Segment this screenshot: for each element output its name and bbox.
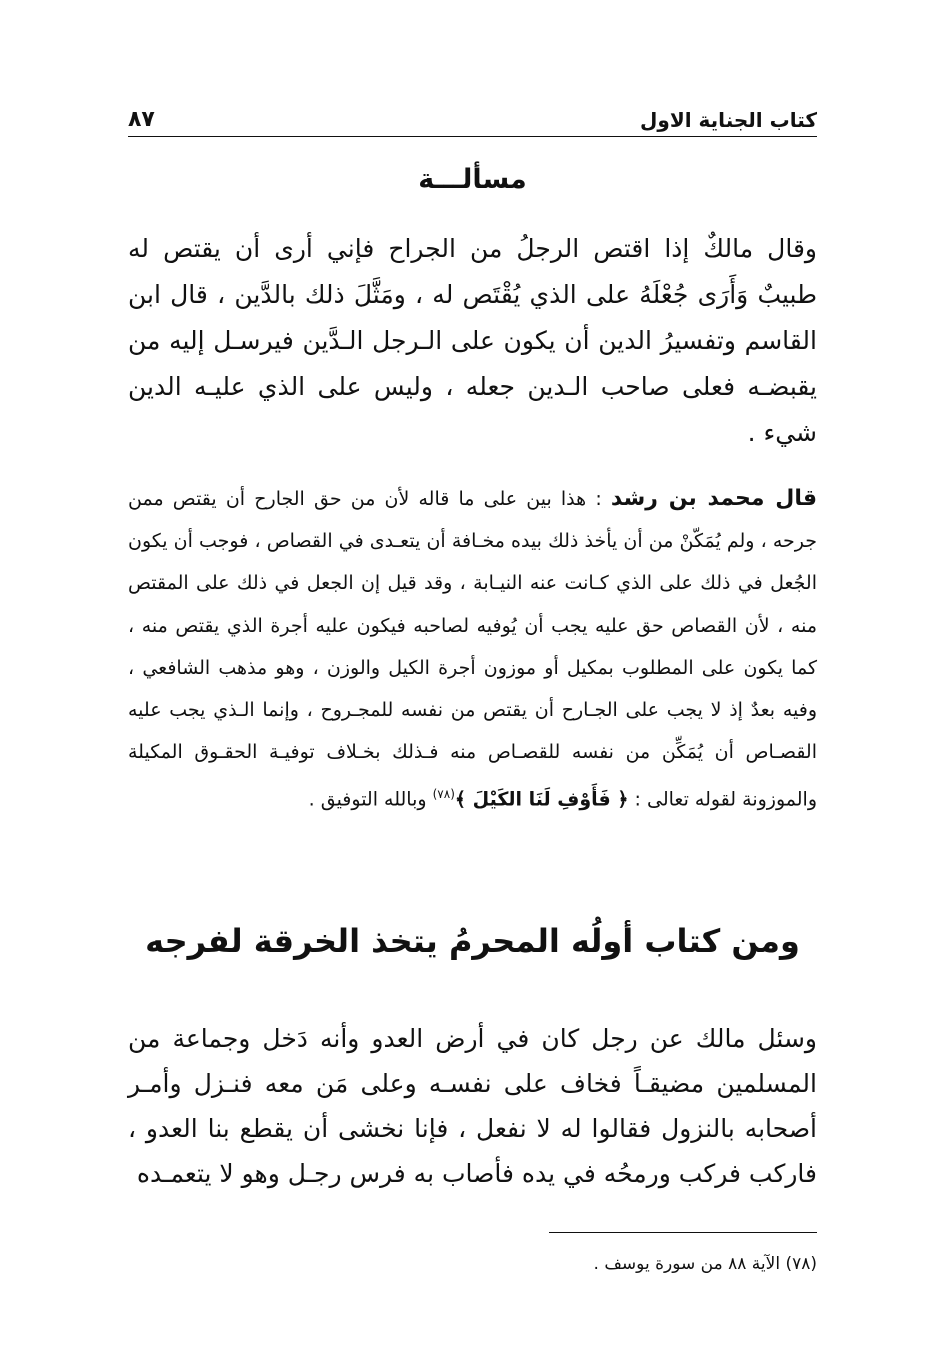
- footnote-divider: [549, 1232, 817, 1233]
- footnote: (٧٨) الآية ٨٨ من سورة يوسف .: [593, 1254, 817, 1274]
- paragraph-question: وسئل مالك عن رجل كان في أرض العدو وأنه دَخل وجماعة من المسلمين مضيقـاً فخاف على نفسـه وعلى مَن معه فنـزل وأمـر أصحابه بالنزول فقالوا له لا نفعل ، فإنا نخشى أن يقطع بنا العدو ، فاركب فركب ورمحُه في يده فأصاب به فرس رجـل وهو لا يتعمـده: [128, 1024, 817, 1188]
- commentator-name: قال محمد بن رشد: [610, 486, 818, 511]
- running-header-title: كتاب الجناية الاول: [640, 108, 817, 132]
- paragraph-malik-opinion: وقال مالكٌ إذا اقتص الرجلُ من الجراح فإني أرى أن يقتص له طبيبٌ وَأَرَى جُعْلَهُ على الذي يُقْتَص له ، ومَثَّلَ ذلك بالدَّين ، قال ابن القاسم وتفسيرُ الدين أن يكون على الـرجل الـدَّين فيرسـل إليه من يقبضـه فعلى صاحب الـدين جعله ، وليس على الذي عليـه الدين شيء .: [128, 234, 817, 447]
- commentary-closing: وبالله التوفيق .: [308, 788, 427, 811]
- quran-verse: ﴿ فَأَوْفِ لَنَا الكَيْلَ ﴾: [454, 788, 629, 811]
- page-number: ٨٧: [128, 107, 155, 132]
- section-heading: مسألـــة: [418, 164, 527, 195]
- running-header: [128, 96, 817, 137]
- footnote-ref: (٧٨): [432, 787, 455, 802]
- commentary-text: : هذا بين على ما قاله لأن من حق الجارح أن يقتص ممن جرحه ، ولم يُمَكّنْ من أن يأخذ ذلك بيده مخـافة أن يتعـدى في القصاص ، فوجب أن يكون الجُعل في ذلك على الذي كـانت عنه النيـابة ، وقد قيل إن الجعل في ذلك على المقتص منه ، لأن القصاص حق عليه يجب أن يُوفيه لصاحبه فيكون عليه أجرة الذي يقتص منه ، كما يكون على المطلوب بمكيل أو موزون أجرة الكيل والوزن ، وهو مذهب الشافعي ، وفيه بعدٌ إذ لا يجب على الجـارح أن يقتص من نفسه للمجـروح ، وإنما الـذي يجب عليه القصـاص أن يُمَكِّن من نفسه للقصـاص منه فـذلك بخـلاف توفيـة الحقـوق المكيلة والموزونة لقوله تعالى :: [128, 488, 817, 811]
- chapter-heading: ومن كتاب أولُه المحرمُ يتخذ الخرقة لفرجه: [145, 922, 800, 960]
- paragraph-ibn-rushd-commentary: [128, 478, 817, 821]
